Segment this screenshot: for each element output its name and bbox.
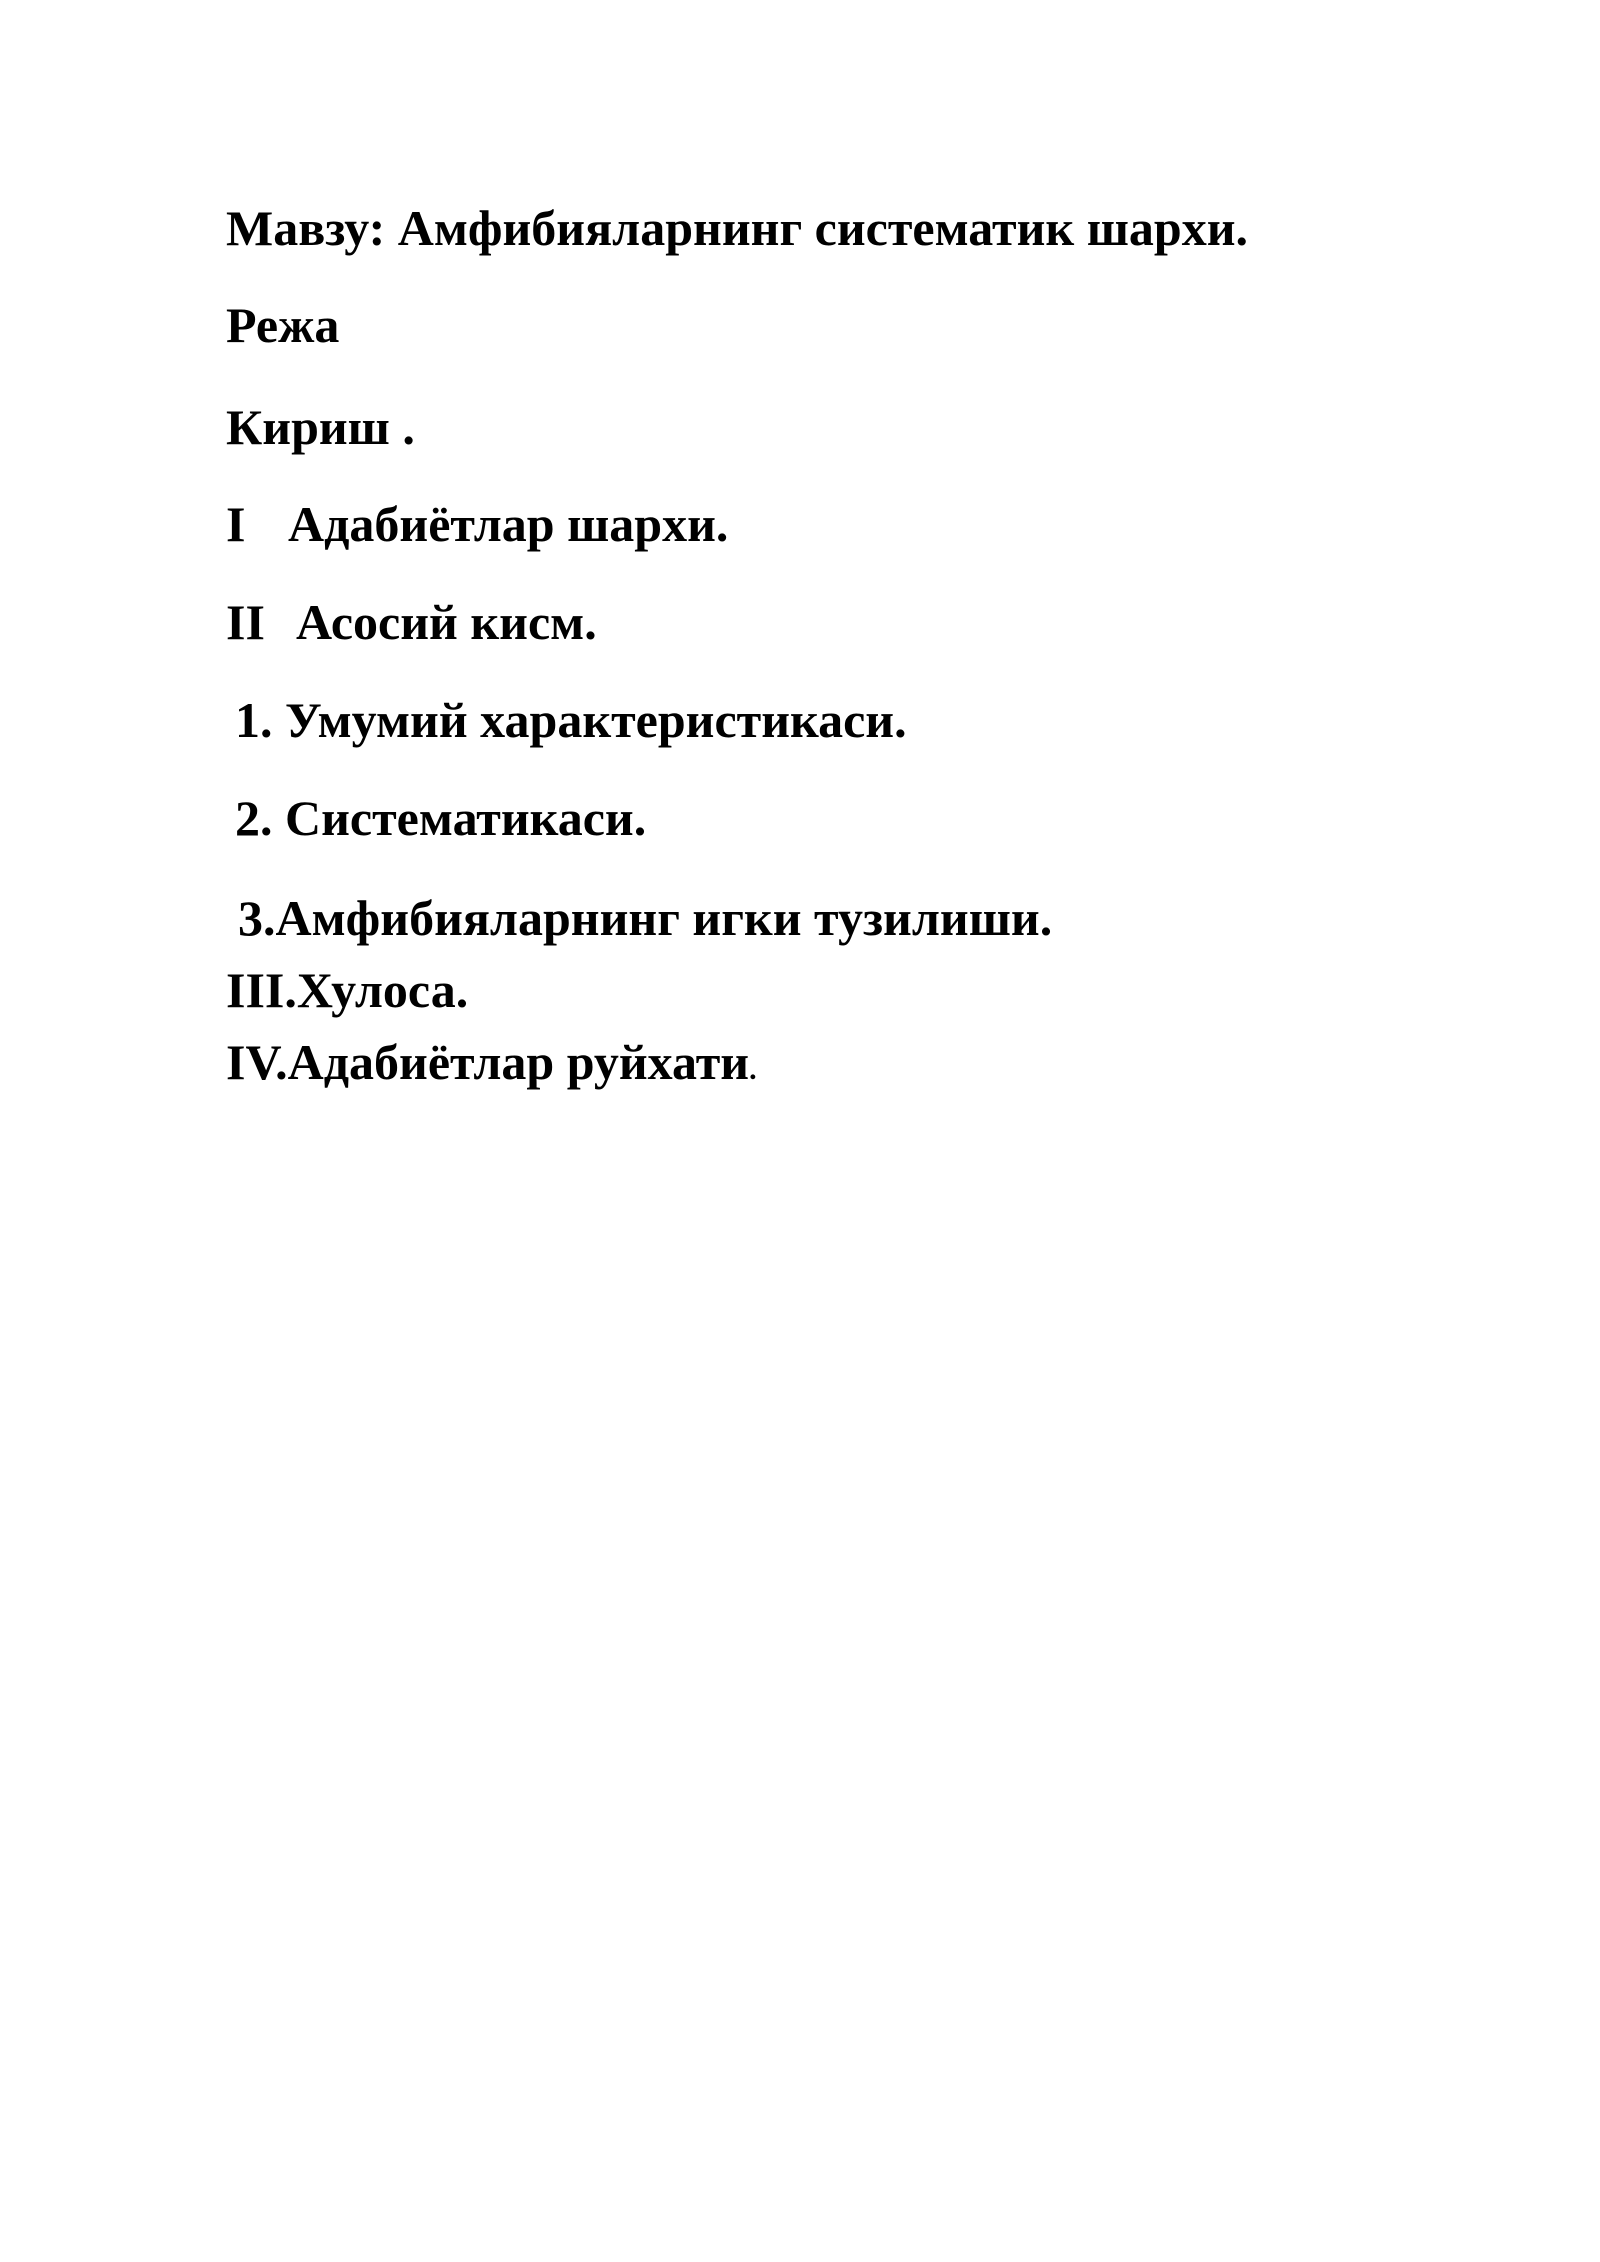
section-number: II <box>226 594 265 650</box>
document-title: Мавзу: Амфибияларнинг систематик шархи. <box>226 200 1249 256</box>
references-text: Адабиётлар руйхати <box>287 1034 750 1090</box>
subsection-text: Амфибияларнинг игки тузилиши. <box>275 890 1053 946</box>
subsection-number: 3. <box>238 890 276 946</box>
references-number: IV. <box>226 1034 288 1090</box>
subsection-item <box>238 888 1052 948</box>
subsection-text: Систематикаси. <box>285 790 647 846</box>
subsection-text: Умумий характеристикаси. <box>285 692 907 748</box>
section-text: Адабиётлар шархи. <box>288 496 729 552</box>
references-trailing-dot: . <box>749 1053 757 1086</box>
subsection-item <box>235 690 907 750</box>
conclusion-item <box>226 960 468 1020</box>
section-item <box>226 592 597 652</box>
references-item <box>226 1032 757 1100</box>
section-item <box>226 494 728 554</box>
subsection-number: 1. <box>235 692 273 748</box>
conclusion-number: III. <box>226 962 297 1018</box>
subsection-number: 2. <box>235 790 273 846</box>
section-number: I <box>226 496 246 552</box>
section-text: Асосий кисм. <box>296 594 597 650</box>
intro-item: Кириш . <box>226 399 415 455</box>
conclusion-text: Хулоса. <box>296 962 469 1018</box>
subsection-item <box>235 788 646 848</box>
plan-heading: Режа <box>226 297 340 353</box>
